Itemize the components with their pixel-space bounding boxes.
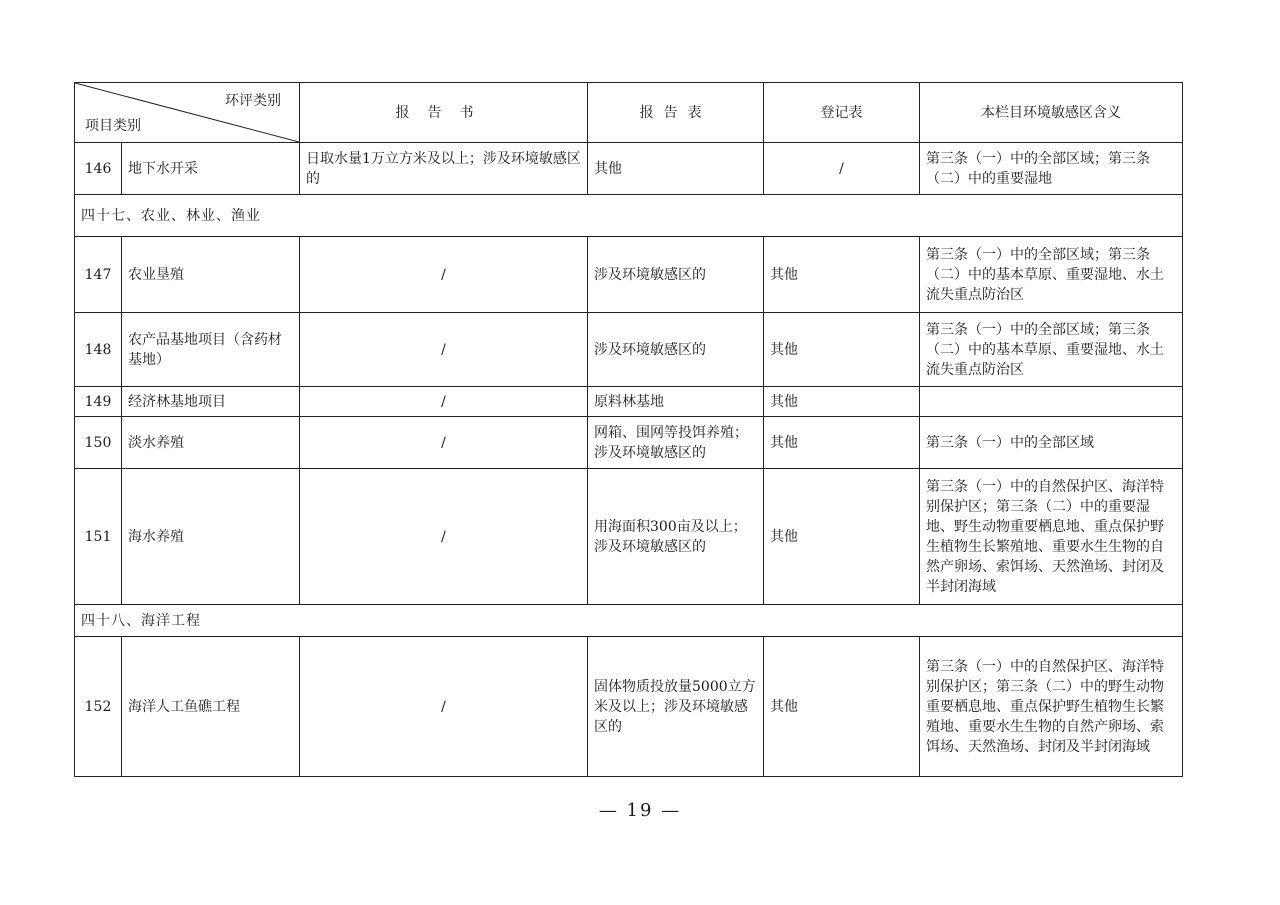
- register-cell: 其他: [764, 417, 920, 469]
- report-book-cell: /: [300, 469, 588, 605]
- project-name: 经济林基地项目: [122, 387, 300, 417]
- table-row: [75, 237, 1183, 313]
- meaning-cell: 第三条（一）中的全部区域；第三条（二）中的重要湿地: [920, 143, 1183, 195]
- row-number: 148: [75, 313, 122, 387]
- report-book-cell: /: [300, 417, 588, 469]
- report-form-cell: 固体物质投放量5000立方米及以上；涉及环境敏感区的: [588, 637, 764, 777]
- project-name: 农产品基地项目（含药材基地）: [122, 313, 300, 387]
- section-row: [75, 605, 1183, 637]
- report-form-cell: 用海面积300亩及以上；涉及环境敏感区的: [588, 469, 764, 605]
- project-name: 海洋人工鱼礁工程: [122, 637, 300, 777]
- table-row: [75, 469, 1183, 605]
- register-cell: 其他: [764, 313, 920, 387]
- meaning-cell: [920, 387, 1183, 417]
- page-number: — 19 —: [598, 800, 682, 821]
- row-number: 150: [75, 417, 122, 469]
- regulation-table: [74, 82, 1183, 777]
- report-form-cell: 涉及环境敏感区的: [588, 313, 764, 387]
- project-name: 海水养殖: [122, 469, 300, 605]
- header-env-category: 环评类别: [225, 93, 281, 109]
- table-row: [75, 637, 1183, 777]
- report-form-cell: 网箱、围网等投饵养殖；涉及环境敏感区的: [588, 417, 764, 469]
- row-number: 146: [75, 143, 122, 195]
- header-report-form: 报告表: [588, 83, 764, 143]
- header-project-category: 项目类别: [85, 118, 141, 134]
- table-row: [75, 143, 1183, 195]
- report-book-cell: /: [300, 387, 588, 417]
- project-name: 淡水养殖: [122, 417, 300, 469]
- header-sensitive-area-meaning: 本栏目环境敏感区含义: [920, 83, 1183, 143]
- header-report-book: 报告书: [300, 83, 588, 143]
- row-number: 151: [75, 469, 122, 605]
- register-cell: 其他: [764, 237, 920, 313]
- header-row: [75, 83, 1183, 143]
- row-number: 152: [75, 637, 122, 777]
- meaning-cell: 第三条（一）中的全部区域: [920, 417, 1183, 469]
- report-book-cell: /: [300, 637, 588, 777]
- table-row: [75, 417, 1183, 469]
- meaning-cell: 第三条（一）中的全部区域；第三条（二）中的基本草原、重要湿地、水土流失重点防治区: [920, 313, 1183, 387]
- report-book-cell: 日取水量1万立方米及以上；涉及环境敏感区的: [300, 143, 588, 195]
- meaning-cell: 第三条（一）中的自然保护区、海洋特别保护区；第三条（二）中的重要湿地、野生动物重要栖息地、重点保护野生植物生长繁殖地、重要水生生物的自然产卵场、索饵场、天然渔场、封闭及半封闭海域: [920, 469, 1183, 605]
- table-row: [75, 387, 1183, 417]
- project-name: 地下水开采: [122, 143, 300, 195]
- row-number: 149: [75, 387, 122, 417]
- section-title: 四十七、农业、林业、渔业: [75, 195, 1183, 237]
- section-title: 四十八、海洋工程: [75, 605, 1183, 637]
- section-row: [75, 195, 1183, 237]
- header-diagonal-cell: [75, 83, 300, 143]
- report-form-cell: 其他: [588, 143, 764, 195]
- register-cell: /: [764, 143, 920, 195]
- report-form-cell: 涉及环境敏感区的: [588, 237, 764, 313]
- meaning-cell: 第三条（一）中的全部区域；第三条（二）中的基本草原、重要湿地、水土流失重点防治区: [920, 237, 1183, 313]
- header-register-form: 登记表: [764, 83, 920, 143]
- report-book-cell: /: [300, 237, 588, 313]
- table-row: [75, 313, 1183, 387]
- register-cell: 其他: [764, 387, 920, 417]
- register-cell: 其他: [764, 637, 920, 777]
- meaning-cell: 第三条（一）中的自然保护区、海洋特别保护区；第三条（二）中的野生动物重要栖息地、重点保护野生植物生长繁殖地、重要水生生物的自然产卵场、索饵场、天然渔场、封闭及半封闭海域: [920, 637, 1183, 777]
- report-form-cell: 原料林基地: [588, 387, 764, 417]
- row-number: 147: [75, 237, 122, 313]
- report-book-cell: /: [300, 313, 588, 387]
- register-cell: 其他: [764, 469, 920, 605]
- project-name: 农业垦殖: [122, 237, 300, 313]
